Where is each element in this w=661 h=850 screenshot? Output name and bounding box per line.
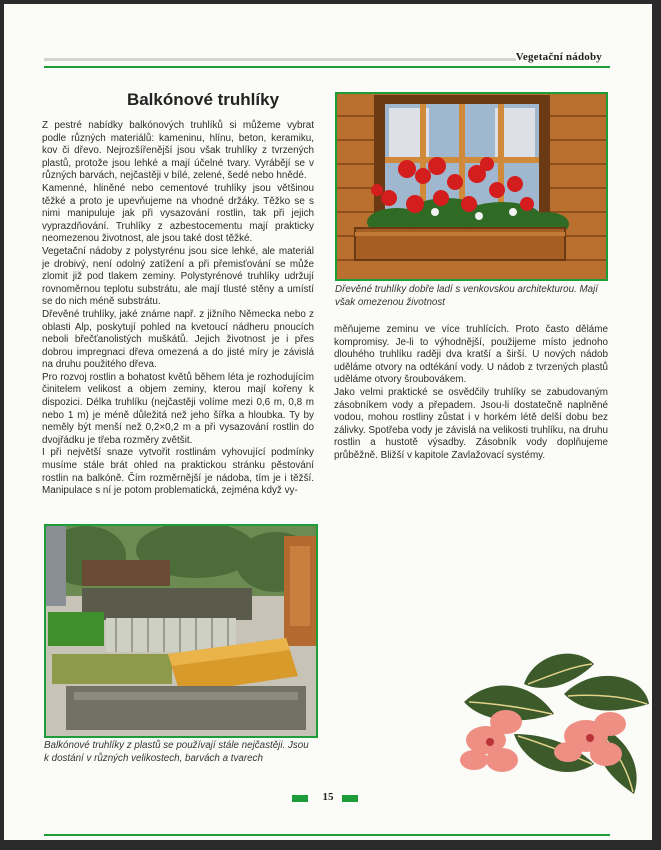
paragraph: Kamenné, hliněné nebo cementové truhlíky jsou většinou těžké a proto je upevňujeme na vhodné držáky. Těžko se s nimi manipuluje jak při vysazování rostlin, tak při jejich vyprazdňování. Truhlíky z azbestocementu mají prakticky neomezenou životnost, ale jsou také dost těžké. [42, 182, 314, 245]
header-rule [44, 66, 610, 68]
window-box-photo [335, 92, 608, 281]
article-title: Balkónové truhlíky [126, 90, 280, 109]
text-column-right [334, 324, 608, 463]
text-column-left [42, 120, 314, 498]
book-page [4, 4, 652, 840]
paragraph: Dřevěné truhlíky, jaké známe např. z jižního Německa nebo z oblasti Alp, poskytují pohled na kvetoucí nádheru pnoucích neboli břečťanolistých muškátů. Jejich životnost je i přes dobrou impregnaci dřeva omezená a do jisté míry je závislá na druhu použitého dřeva. [42, 308, 314, 371]
section-label: Vegetační nádoby [515, 51, 602, 63]
page-number: 15 [322, 791, 334, 803]
window-box-illustration [337, 94, 606, 279]
paragraph: Z pestré nabídky balkónových truhlíků si můžeme vybrat podle různých materiálů: kameninu, hlínu, beton, keramiku, kov či dřevo. Nejrozšířenější jsou však truhlíky z tvrzených plastů, protože jsou lehké a mají účelné tvary. Vyrábějí se v různých barvách, nejčastěji v bílé, zelené, šedé nebo hnědé. [42, 120, 314, 182]
paragraph: měňujeme zeminu ve více truhlících. Proto často děláme kompromisy. Je-li to výhodnější, použijeme místo jednoho dlouhého truhlíku raději dva kratší a širší. U nových nádob uděláme otvory na odtékání vody. U nádob z tvrzených plastů uděláme otvory šroubovákem. [334, 324, 608, 386]
impatiens-flower-illustration [444, 644, 652, 804]
planters-photo-caption: Balkónové truhlíky z plastů se používají stále nejčastěji. Jsou k dostání v různých velikostech, barvách a tvarech [44, 740, 309, 764]
folio-mark-right [342, 795, 358, 802]
header-rule-grey [44, 58, 516, 61]
folio-mark-left [292, 795, 308, 802]
bottom-rule [44, 834, 610, 836]
page-footer [4, 790, 652, 808]
planters-illustration [46, 526, 316, 736]
paragraph: Jako velmi praktické se osvědčily truhlíky se zabudovaným zásobníkem vody a přepadem. Jsou-li dostatečně naplněné vodou, mohou rostliny zůstat i v horkém létě delší dobu bez zálivky. Spotřeba vody je závislá na velikosti truhlíku, na druhu rostlin a hustotě výsadby. Zásobník vody doplňujeme průběžně. Bližší v kapitole Zavlažovací systémy. [334, 386, 608, 461]
plastic-planters-photo [44, 524, 318, 738]
paragraph: Vegetační nádoby z polystyrénu jsou sice lehké, ale materiál je drobivý, není odolný zatížení a při přemisťování se může zlomit již pod tlakem zeminy. Polystyrénové truhlíky udržují rovnoměrnou teplotu substrátu, ale mají tlusté stěny a umístí se do nich méně substrátu. [42, 245, 314, 308]
paragraph: I při největší snaze vytvořit rostlinám vyhovující podmínky musíme stále brát ohled na praktickou stránku pěstování rostlin na balkóně. Čím rozměrnější je nádoba, tím je i těžší. Manipulace s ní je potom problematická, zejména když vy- [42, 447, 314, 497]
window-photo-caption: Dřevěné truhlíky dobře ladí s venkovskou architekturou. Mají však omezenou životnost [335, 284, 599, 308]
paragraph: Pro rozvoj rostlin a bohatost květů během léta je rozhodujícím činitelem velikost a objem zeminy, kterou mají kořeny k dispozici. Délka truhlíku (nejčastěji volíme mezi 0,6 m, 0,8 m nebo 1 m) je méně důležitá než jeho šířka a hloubka. Ty by neměly být menší než 0,2×0,2 m a při vysazování rostlin do dvojřádku je třeba rozměry zvětšit. [42, 371, 314, 446]
